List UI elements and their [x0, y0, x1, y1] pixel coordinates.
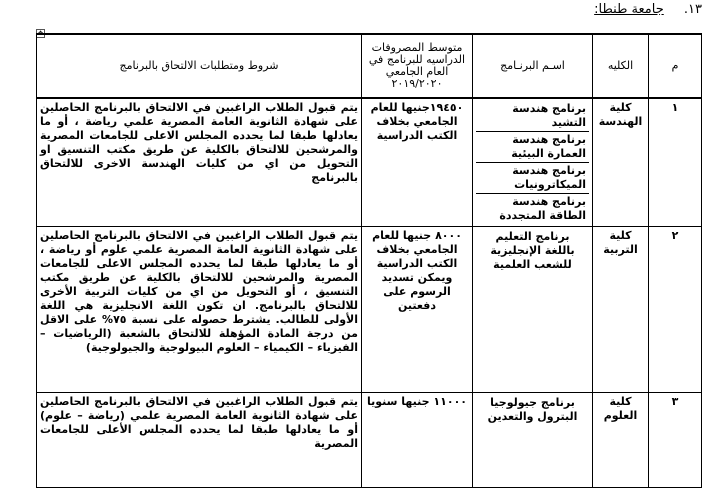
admission-conditions: يتم قبول الطلاب الراغبين في الالتحاق بالبرنامج الحاصلين على شهادة الثانوية العامة المصرية علمي رياضة ، أو ما يعادلها طبقا لما يحدده المجلس الاعلى للجامعات المصرية والمرشحين للالتحاق بالكلية عن طريق مكتب التنسيق او التحويل من اي من كليات الهندسة الاخرى للالتحاق بالبرنامج — [37, 98, 362, 227]
row-number: ٢ — [649, 227, 702, 393]
section-heading — [594, 2, 702, 17]
row-number: ٣ — [649, 393, 702, 488]
programs-table — [36, 33, 702, 488]
program-item: برنامج التعليم باللغة الإنجليزية للشعب العلمية — [490, 230, 575, 271]
header-cost: متوسط المصروفات الدراسيه للبرنامج في العام الجامعي ٢٠١٩/٢٠٢٠ — [362, 34, 473, 98]
header-num: م — [649, 34, 702, 98]
program-item: برنامج جيولوجيا البترول والتعدين — [487, 396, 578, 423]
table-row — [37, 393, 702, 488]
program-item: برنامج هندسة العمارة البيئية — [476, 131, 589, 162]
program-cost: ٨٠٠٠ جنيها للعام الجامعي بخلاف الكتب الدراسية ويمكن تسديد الرسوم على دفعتين — [362, 227, 473, 393]
table-row — [37, 227, 702, 393]
admission-conditions: يتم قبول الطلاب الراغبين في الالتحاق بالبرنامج الحاصلين على شهادة الثانوية العامة المصرية علمي (رياضة – علوم) أو ما يعادلها طبقا لما يحدده المجلس الأعلى للجامعات المصرية — [37, 393, 362, 488]
program-list — [473, 393, 593, 488]
section-title: جامعة طنطا: — [594, 2, 664, 17]
table-header-row — [37, 34, 702, 98]
college-name: كلية الهندسة — [593, 98, 649, 227]
program-cost: ١١٠٠٠ جنيها سنويا — [362, 393, 473, 488]
program-cost: ١٩٤٥٠جنيها للعام الجامعي بخلاف الكتب الدراسية — [362, 98, 473, 227]
college-name: كلية التربية — [593, 227, 649, 393]
row-number: ١ — [649, 98, 702, 227]
header-program: اسـم البرنـامج — [473, 34, 593, 98]
program-list — [473, 227, 593, 393]
table-move-handle-icon[interactable]: ✥ — [37, 30, 44, 37]
program-item: برنامج هندسة الميكاترونيات — [476, 162, 589, 193]
header-college: الكليه — [593, 34, 649, 98]
section-number: ١٣. — [683, 2, 702, 17]
admission-conditions: يتم قبول الطلاب الراغبين في الالتحاق بالبرنامج الحاصلين على شهادة الثانوية العامة المصرية علمي علوم أو رياضة ، أو ما يعادلها طبقا لما يحدده المجلس الاعلى للجامعات المصرية والمرشحين للالتحاق بالكلية عن طريق مكتب التنسيق ، أو التحويل من اي من كليات التربية الأخرى للالتحاق بالبرنامج. ان تكون اللغة الانجليزية هي اللغة الأولى للطالب. يشترط حصوله على نسبة ٧٥% على الاقل من درجة المادة المؤهلة للالتحاق بالشعبة (الرياضيات – الفيزياء – الكيمياء – العلوم البيولوجية والجيولوجية) — [37, 227, 362, 393]
college-name: كلية العلوم — [593, 393, 649, 488]
program-item: برنامج هندسة التشيد — [512, 102, 586, 129]
program-list — [473, 98, 593, 227]
header-conditions: شروط ومتطلبات الالتحاق بالبرنامج — [37, 34, 362, 98]
table-row — [37, 98, 702, 227]
program-item: برنامج هندسة الطاقة المتجددة — [476, 193, 589, 224]
